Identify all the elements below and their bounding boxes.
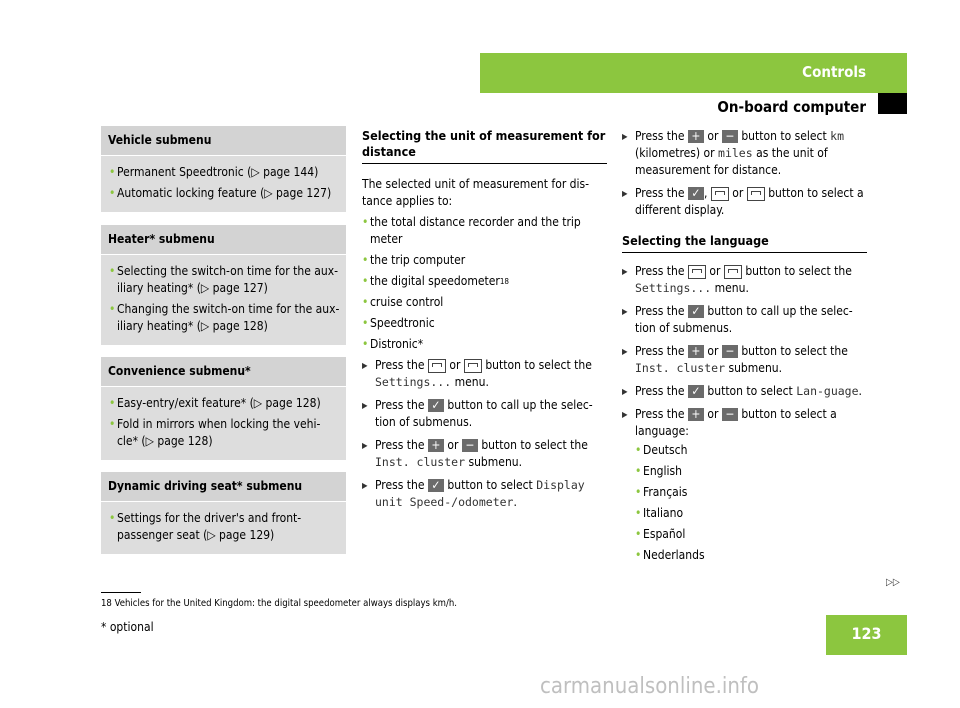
list-item xyxy=(362,273,607,290)
step xyxy=(362,437,607,471)
list-item: • Automatic locking feature (▷ page 127) xyxy=(109,185,340,202)
step xyxy=(622,406,867,440)
step-text: Press the xyxy=(375,398,425,412)
list-item: • Settings for the driver's and front-passenger seat (▷ page 129) xyxy=(109,510,340,544)
step-text: or xyxy=(732,186,744,200)
step-text: button to select xyxy=(447,478,533,492)
display-code: Lan-guage xyxy=(796,384,859,398)
convenience-submenu-box xyxy=(101,357,346,460)
display-code: miles xyxy=(718,146,753,160)
step-text: button to select a language: xyxy=(635,407,837,438)
step-text: . xyxy=(513,495,517,509)
confirm-key-icon: ✓ xyxy=(688,385,704,398)
box-title: Heater* submenu xyxy=(101,225,346,255)
step xyxy=(622,383,867,400)
step-text: Press the xyxy=(635,186,685,200)
list-item: • the trip computer xyxy=(362,252,607,269)
minus-key-icon: − xyxy=(462,439,478,452)
step-text: button to select the xyxy=(485,358,592,372)
header-marker xyxy=(878,93,907,114)
step-text: Press the xyxy=(635,264,685,278)
display-code: Inst. cluster xyxy=(375,455,466,469)
display-back-key-icon xyxy=(688,265,706,279)
step xyxy=(362,477,607,511)
item-text: the digital speedometer xyxy=(370,274,500,288)
step-text: button to select the xyxy=(741,344,848,358)
step xyxy=(362,397,607,431)
minus-key-icon: − xyxy=(722,408,738,421)
step xyxy=(622,303,867,337)
step-text: button to select a different display. xyxy=(635,186,864,217)
step-text: or xyxy=(449,358,461,372)
dynamic-seat-submenu-box xyxy=(101,472,346,554)
step xyxy=(622,128,867,179)
display-back-key-icon xyxy=(711,187,729,201)
list-item: • cruise control xyxy=(362,294,607,311)
watermark: carmanualsonline.info xyxy=(540,674,759,699)
list-item: • Changing the switch-on time for the aux-iliary heating* (▷ page 128) xyxy=(109,301,340,335)
plus-key-icon: + xyxy=(428,439,444,452)
list-item: • Easy-entry/exit feature* (▷ page 128) xyxy=(109,395,340,412)
heater-submenu-box xyxy=(101,225,346,345)
display-forward-key-icon xyxy=(464,359,482,373)
step-text: button to select the xyxy=(745,264,852,278)
language-item: • Nederlands xyxy=(635,547,867,564)
unit-section xyxy=(362,128,607,517)
intro-text: The selected unit of measurement for dis-tance applies to: xyxy=(362,177,590,208)
confirm-key-icon: ✓ xyxy=(688,187,704,200)
display-forward-key-icon xyxy=(724,265,742,279)
step-text: or xyxy=(447,438,459,452)
list-item: • Selecting the switch-on time for the aux-iliary heating* (▷ page 127) xyxy=(109,263,340,297)
footnote: 18 Vehicles for the United Kingdom: the digital speedometer always displays km/h. xyxy=(101,598,458,609)
display-code: Settings... xyxy=(375,375,452,389)
step-text: submenu. xyxy=(728,361,783,375)
display-code: Settings... xyxy=(635,281,712,295)
confirm-key-icon: ✓ xyxy=(428,399,444,412)
language-section xyxy=(622,128,867,568)
box-title: Dynamic driving seat* submenu xyxy=(101,472,346,502)
list-item: • Fold in mirrors when locking the vehi-cle* (▷ page 128) xyxy=(109,416,340,450)
step-text: button to call up the selec-tion of submenus. xyxy=(375,398,593,429)
confirm-key-icon: ✓ xyxy=(688,305,704,318)
footnote-separator xyxy=(101,592,141,593)
step-text: Press the xyxy=(635,407,685,421)
list-item: • Distronic* xyxy=(362,336,607,353)
page-title: On-board computer xyxy=(717,98,866,116)
section-heading: Selecting the unit of measurement for distance xyxy=(362,128,607,164)
list-item: • Permanent Speedtronic (▷ page 144) xyxy=(109,164,340,181)
step-text: Press the xyxy=(375,358,425,372)
step-text: Press the xyxy=(375,478,425,492)
language-item: • Español xyxy=(635,526,867,543)
box-title: Vehicle submenu xyxy=(101,126,346,156)
list-item: • Speedtronic xyxy=(362,315,607,332)
confirm-key-icon: ✓ xyxy=(428,479,444,492)
step-text: or xyxy=(707,407,719,421)
plus-key-icon: + xyxy=(688,130,704,143)
footnote-marker: 18 xyxy=(499,277,509,286)
step-text: button to select xyxy=(741,129,827,143)
plus-key-icon: + xyxy=(688,345,704,358)
step-text: or xyxy=(707,129,719,143)
optional-note: * optional xyxy=(101,620,154,634)
language-item: • Français xyxy=(635,484,867,501)
step xyxy=(622,343,867,377)
step-text: menu. xyxy=(714,281,749,295)
step xyxy=(622,185,867,219)
page-number: 123 xyxy=(851,624,882,643)
step-text: Press the xyxy=(375,438,425,452)
display-forward-key-icon xyxy=(747,187,765,201)
step xyxy=(622,263,867,297)
display-code: Inst. cluster xyxy=(635,361,726,375)
step-text: (kilometres) or xyxy=(635,146,715,160)
step-text: button to select xyxy=(707,384,793,398)
vehicle-submenu-box xyxy=(101,126,346,212)
minus-key-icon: − xyxy=(722,130,738,143)
step-text: Press the xyxy=(635,344,685,358)
step-text: . xyxy=(858,384,862,398)
step-text: Press the xyxy=(635,304,685,318)
step-text: as the unit of measurement for distance. xyxy=(635,146,828,177)
section-title: Controls xyxy=(802,63,866,81)
language-item: • Italiano xyxy=(635,505,867,522)
step-text: , xyxy=(703,186,708,200)
minus-key-icon: − xyxy=(722,345,738,358)
display-back-key-icon xyxy=(428,359,446,373)
step-text: Press the xyxy=(635,384,685,398)
language-item: • Deutsch xyxy=(635,442,867,459)
language-item: • English xyxy=(635,463,867,480)
box-title: Convenience submenu* xyxy=(101,357,346,387)
step-text: button to call up the selec-tion of submenus. xyxy=(635,304,853,335)
display-code: km xyxy=(830,129,844,143)
step-text: button to select the xyxy=(481,438,588,452)
list-item: • the total distance recorder and the trip meter xyxy=(362,214,607,248)
section-heading: Selecting the language xyxy=(622,233,867,253)
step-text: menu. xyxy=(454,375,489,389)
step-text: or xyxy=(709,264,721,278)
step-text: Press the xyxy=(635,129,685,143)
display-code: Display unit Speed-/odometer xyxy=(375,478,585,509)
plus-key-icon: + xyxy=(688,408,704,421)
step xyxy=(362,357,607,391)
continue-marker: ▷▷ xyxy=(886,577,900,588)
step-text: or xyxy=(707,344,719,358)
step-text: submenu. xyxy=(468,455,523,469)
